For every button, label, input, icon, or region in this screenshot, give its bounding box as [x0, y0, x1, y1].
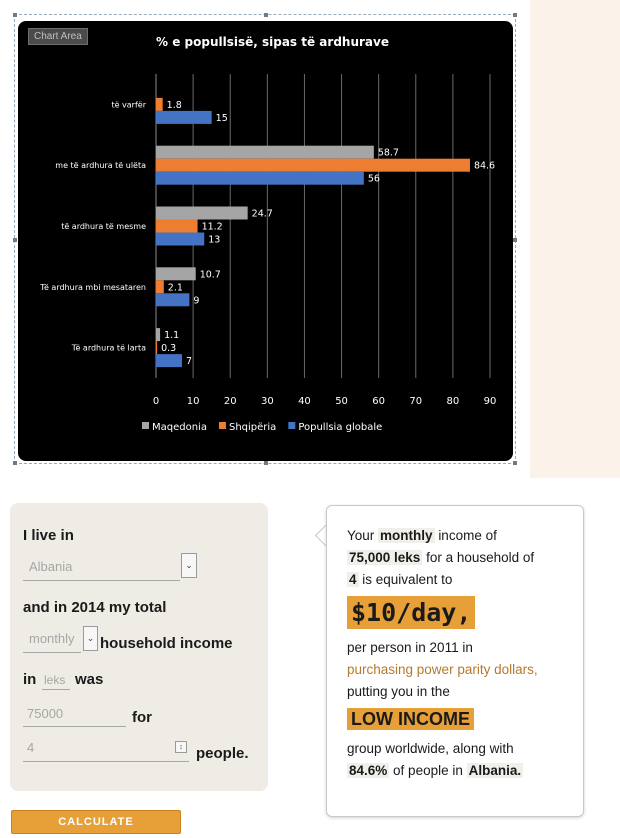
result-text: Your [347, 528, 375, 543]
data-label: 10.7 [199, 269, 221, 281]
amount-input-underline [23, 726, 126, 727]
chart-title: % e popullsisë, sipas të ardhurave [156, 35, 389, 49]
legend-label: Maqedonia [152, 422, 207, 433]
legend-swatch [219, 422, 226, 429]
period-highlight: monthly [380, 528, 433, 543]
year-label: and in 2014 my total [23, 599, 167, 616]
bar [156, 98, 163, 111]
data-label: 84.6 [473, 160, 496, 172]
was-label: was [75, 671, 104, 688]
data-label: 2.1 [167, 282, 183, 294]
resize-handle[interactable] [13, 238, 17, 242]
country-dropdown-button[interactable] [181, 553, 197, 578]
x-tick-label: 70 [409, 396, 423, 407]
bar [156, 233, 204, 246]
bar [156, 207, 248, 220]
currency-select-value[interactable]: leks [44, 673, 66, 687]
chart-area[interactable] [18, 21, 513, 461]
period-select-value[interactable]: monthly [29, 631, 75, 646]
chart-frame[interactable] [14, 14, 516, 464]
category-label: të varfër [111, 100, 146, 110]
bar [156, 172, 364, 185]
people-label: people. [196, 745, 249, 762]
household-income-label: household income [100, 635, 233, 652]
category-label: Të ardhura mbi mesataren [40, 282, 146, 292]
resize-handle[interactable] [13, 13, 17, 17]
bar [156, 220, 198, 233]
category-label: Të ardhura të larta [71, 343, 146, 353]
data-label: 58.7 [377, 147, 399, 159]
bar [156, 341, 157, 354]
x-tick-label: 80 [446, 396, 460, 407]
resize-handle[interactable] [264, 461, 268, 465]
household-size-highlight: 4 [349, 572, 357, 587]
x-tick-label: 20 [223, 396, 237, 407]
for-label: for [132, 709, 152, 726]
currency-select-underline [42, 689, 70, 690]
x-tick-label: 40 [298, 396, 311, 407]
result-card [326, 505, 584, 817]
result-line-1 [347, 528, 497, 543]
category-label: të ardhura të mesme [61, 222, 146, 231]
legend-swatch [288, 422, 295, 429]
data-label: 9 [193, 295, 200, 307]
bar [156, 280, 164, 293]
result-text: income of [438, 528, 497, 543]
chevron-down-icon: ⌄ [185, 560, 193, 570]
result-line-7: group worldwide, along with [347, 741, 514, 756]
bar [156, 111, 212, 124]
chevron-down-icon: ⌄ [86, 633, 95, 643]
i-live-in-label: I live in [23, 527, 74, 544]
data-label: 0.3 [161, 343, 177, 355]
bar [156, 293, 189, 306]
ppp-link[interactable]: purchasing power parity dollars, [347, 662, 538, 677]
people-stepper[interactable] [175, 741, 187, 753]
resize-handle[interactable] [264, 13, 268, 17]
result-line-3 [347, 572, 452, 587]
percent-highlight: 84.6% [349, 763, 388, 778]
result-text: for a household of [426, 550, 535, 565]
result-text: is equivalent to [362, 572, 453, 587]
resize-handle[interactable] [13, 461, 17, 465]
bar [156, 159, 470, 172]
x-tick-label: 30 [260, 396, 274, 407]
bar [156, 354, 182, 367]
data-label: 24.7 [251, 208, 273, 220]
stepper-arrows-icon: ↕ [179, 743, 183, 751]
resize-handle[interactable] [513, 13, 517, 17]
x-tick-label: 0 [152, 396, 160, 407]
data-label: 1.8 [166, 99, 182, 111]
background-strip [530, 0, 620, 478]
data-label: 7 [185, 356, 193, 368]
income-group [347, 709, 474, 730]
x-tick-label: 10 [186, 396, 200, 407]
amount-highlight: 75,000 leks [349, 550, 421, 565]
bar [156, 146, 374, 159]
result-line-8 [347, 763, 523, 778]
calculate-button[interactable]: CALCULATE [11, 810, 181, 834]
resize-handle[interactable] [513, 238, 517, 242]
period-dropdown-button[interactable] [83, 626, 98, 651]
chart-area-tag: Chart Area [28, 28, 88, 45]
x-tick-label: 50 [335, 396, 348, 407]
income-group-highlight: LOW INCOME [347, 708, 474, 730]
bar-chart [18, 21, 513, 461]
data-label: 11.2 [201, 221, 223, 233]
people-input-underline [23, 761, 189, 762]
x-tick-label: 90 [483, 396, 497, 407]
data-label: 56 [367, 173, 380, 185]
x-tick-label: 60 [372, 396, 386, 407]
result-line-6: putting you in the [347, 684, 450, 699]
category-label: me të ardhura të ulëta [55, 161, 146, 171]
legend-label: Shqipëria [228, 422, 277, 433]
country-select-underline [23, 580, 180, 581]
data-label: 15 [215, 112, 228, 124]
resize-handle[interactable] [513, 461, 517, 465]
daily-amount [347, 598, 475, 628]
data-label: 13 [208, 234, 221, 246]
legend-swatch [142, 422, 149, 429]
country-select-value[interactable]: Albania [29, 559, 73, 574]
result-line-2 [347, 550, 534, 565]
bar [156, 328, 160, 341]
bar [156, 267, 196, 280]
result-line-4: per person in 2011 in [347, 640, 473, 655]
data-label: 1.1 [164, 330, 180, 342]
people-input[interactable]: 4 [27, 740, 35, 755]
daily-amount-highlight: $10/day, [347, 596, 475, 629]
amount-input[interactable]: 75000 [27, 706, 64, 721]
country-highlight: Albania. [468, 763, 522, 778]
result-text: of people in [393, 763, 463, 778]
in-label: in [23, 671, 37, 688]
period-select-underline [23, 652, 81, 653]
legend-label: Popullsia globale [298, 422, 383, 433]
